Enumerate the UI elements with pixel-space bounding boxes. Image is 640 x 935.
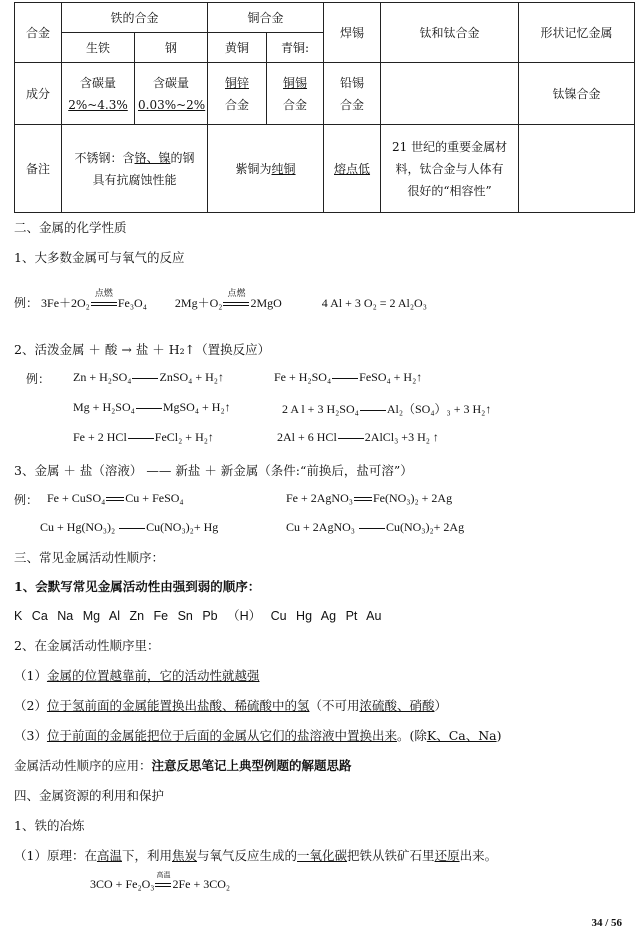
text: FeCl₂ + H₂↑ bbox=[154, 430, 214, 444]
cell-pig-iron-composition bbox=[62, 63, 135, 125]
section-2-3-heading: 3、金属 ＋ 盐（溶液） —— 新盐 ＋ 新金属（条件:“前换后，盐可溶”） bbox=[14, 463, 413, 478]
header-bronze: 青铜: bbox=[267, 33, 324, 63]
text: 高温 bbox=[156, 871, 171, 879]
text: 焦炭 bbox=[172, 848, 198, 863]
equation: 4 Al + 3 O₂ = 2 Al₂O₃ bbox=[321, 296, 427, 310]
row-label-notes: 备注 bbox=[15, 125, 62, 213]
text: 含碳量 bbox=[79, 75, 116, 90]
header-pig-iron: 生铁 bbox=[62, 33, 135, 63]
text: 高温 bbox=[96, 848, 122, 863]
cell-sma-composition: 钛镍合金 bbox=[519, 63, 635, 125]
text: ） bbox=[434, 698, 448, 713]
header-copper-alloy: 铜合金 bbox=[208, 3, 324, 33]
text: 不锈钢：含 bbox=[74, 150, 135, 165]
text: Cu(NO₃)₂+ Hg bbox=[146, 520, 219, 534]
text: 纯铜 bbox=[271, 161, 296, 176]
text: 下，利用 bbox=[121, 848, 172, 863]
text: ) bbox=[496, 728, 502, 743]
dash-sign bbox=[119, 528, 145, 529]
rule-1 bbox=[14, 666, 259, 684]
text: 例： bbox=[14, 493, 39, 507]
acid-equation bbox=[282, 400, 491, 417]
acid-equation bbox=[73, 430, 214, 445]
text bbox=[65, 147, 204, 169]
equals-sign bbox=[155, 883, 171, 887]
row-label-composition: 成分 bbox=[15, 63, 62, 125]
text: Zn + H₂SO₄ bbox=[73, 370, 132, 384]
text: 铬、镍 bbox=[134, 150, 171, 165]
text: 例： bbox=[26, 372, 51, 386]
text: Fe + CuSO₄ bbox=[47, 491, 106, 505]
section-3-2-heading: 2、在金属活动性顺序里： bbox=[14, 638, 160, 653]
text: Cu + 2AgNO₃ bbox=[286, 520, 358, 534]
section-4-title: 四、金属资源的利用和保护 bbox=[14, 788, 165, 803]
salt-equation bbox=[286, 520, 464, 535]
text: 具有抗腐蚀性能 bbox=[92, 172, 177, 187]
dash-sign bbox=[332, 378, 358, 379]
condition-arrow bbox=[90, 288, 118, 311]
equals-sign bbox=[106, 497, 124, 501]
application-note bbox=[14, 756, 352, 774]
condition-arrow bbox=[222, 288, 250, 311]
text: Fe₃O₄ bbox=[117, 296, 147, 310]
section-2-title: 二、金属的化学性质 bbox=[14, 220, 127, 235]
text: 合金 bbox=[340, 97, 365, 112]
text: 紫铜为 bbox=[235, 161, 272, 176]
dash-sign bbox=[360, 410, 386, 411]
text: （不可用 bbox=[309, 698, 360, 713]
cell-sma-notes bbox=[519, 125, 635, 213]
cell-copper-notes bbox=[208, 125, 324, 213]
section-2-2-heading: 2、活泼金属 ＋ 酸 → 盐 ＋ H₂↑（置换反应） bbox=[14, 342, 271, 357]
text: 0.03%~2% bbox=[138, 97, 206, 112]
text: K、Ca、Na bbox=[426, 728, 497, 743]
text: 合金 bbox=[225, 97, 250, 112]
dash-sign bbox=[128, 438, 154, 439]
text: ZnSO₄ + H₂↑ bbox=[159, 370, 224, 384]
text: 料，钛合金与人体有 bbox=[395, 161, 504, 176]
text: 3Fe＋2O₂ bbox=[41, 296, 90, 310]
text: 的钢 bbox=[170, 150, 195, 165]
header-shape-memory: 形状记忆金属 bbox=[519, 3, 635, 63]
acid-equation bbox=[274, 370, 422, 385]
text: 2AlCl₃ +3 H₂ ↑ bbox=[364, 430, 439, 444]
text: 注意反思笔记上典型例题的解题思路 bbox=[151, 758, 352, 773]
rule-3 bbox=[14, 726, 502, 744]
text: 点燃 bbox=[227, 288, 246, 298]
text: 位于前面的金属能把位于后面的金属从它们的盐溶液中置换出来 bbox=[46, 728, 397, 743]
text: 2MgO bbox=[250, 296, 282, 310]
cell-titanium-composition bbox=[381, 63, 519, 125]
header-alloy: 合金 bbox=[15, 3, 62, 63]
text: （2） bbox=[14, 698, 47, 713]
section-4-1-heading: 1、铁的冶炼 bbox=[14, 818, 85, 833]
text: 铜锡 bbox=[283, 75, 308, 90]
text: Fe + H₂SO₄ bbox=[274, 370, 332, 384]
section-3-title: 三、常见金属活动性顺序： bbox=[14, 550, 165, 565]
text: Al₂（SO₄）₃ + 3 H₂↑ bbox=[386, 402, 492, 416]
iron-smelting-equation bbox=[90, 871, 231, 892]
equals-sign bbox=[354, 497, 372, 501]
text: 一氧化碳 bbox=[297, 848, 348, 863]
metal-activity-series: K Ca Na Mg Al Zn Fe Sn Pb （H） Cu Hg Ag Pt Au bbox=[14, 609, 382, 623]
text: 例： bbox=[14, 296, 39, 310]
text: 。(除 bbox=[396, 728, 427, 743]
principle-text bbox=[14, 846, 497, 864]
acid-equation bbox=[73, 400, 231, 415]
text: 浓硫酸、硝酸 bbox=[359, 698, 435, 713]
acid-equation bbox=[73, 370, 224, 385]
text: （1）原理：在 bbox=[14, 848, 97, 863]
page-number: 34 / 56 bbox=[591, 917, 622, 929]
text: 2Fe + 3CO₂ bbox=[172, 877, 231, 891]
text: Cu + FeSO₄ bbox=[125, 491, 184, 505]
text: Fe(NO₃)₂ + 2Ag bbox=[372, 491, 453, 505]
text: 含碳量 bbox=[153, 75, 190, 90]
equation bbox=[174, 288, 282, 310]
dash-sign bbox=[136, 408, 162, 409]
text: 21 世纪的重要金属材 bbox=[391, 139, 508, 154]
text: 位于氢前面的金属能置换出盐酸、稀硫酸中的氢 bbox=[46, 698, 310, 713]
text: 出来。 bbox=[459, 848, 498, 863]
text: 2Al + 6 HCl bbox=[277, 430, 337, 444]
text: 铅锡 bbox=[340, 75, 365, 90]
text: Cu(NO₃)₂+ 2Ag bbox=[385, 520, 465, 534]
text: 还原 bbox=[434, 848, 460, 863]
text: 与氧气反应生成的 bbox=[197, 848, 298, 863]
section-2-1-heading: 1、大多数金属可与氧气的反应 bbox=[14, 250, 185, 265]
cell-solder-composition bbox=[324, 63, 381, 125]
cell-titanium-notes bbox=[381, 125, 519, 213]
text: 2Mg＋O₂ bbox=[174, 296, 223, 310]
text: 2%~4.3% bbox=[68, 97, 128, 112]
header-iron-alloy: 铁的合金 bbox=[62, 3, 208, 33]
text: （1） bbox=[14, 668, 47, 683]
cell-steel-composition bbox=[135, 63, 208, 125]
equation bbox=[41, 288, 147, 310]
text: 合金 bbox=[283, 97, 308, 112]
header-titanium: 钛和钛合金 bbox=[381, 3, 519, 63]
dash-sign bbox=[359, 528, 385, 529]
text: （3） bbox=[14, 728, 47, 743]
header-brass: 黄铜 bbox=[208, 33, 267, 63]
cell-iron-notes bbox=[62, 125, 208, 213]
text: 2 A l + 3 H₂SO₄ bbox=[282, 402, 359, 416]
dash-sign bbox=[338, 438, 364, 439]
text: 铜锌 bbox=[225, 75, 250, 90]
text: 点燃 bbox=[94, 288, 113, 298]
text: 金属活动性顺序的应用： bbox=[14, 758, 152, 773]
salt-equation bbox=[47, 491, 184, 506]
text: FeSO₄ + H₂↑ bbox=[359, 370, 423, 384]
oxygen-equations bbox=[14, 288, 427, 311]
text: Mg + H₂SO₄ bbox=[73, 400, 135, 414]
text: 金属的位置越靠前，它的活动性就越强 bbox=[46, 668, 260, 683]
equals-sign bbox=[223, 302, 249, 306]
rule-2 bbox=[14, 696, 447, 714]
header-solder: 焊锡 bbox=[324, 3, 381, 63]
section-3-1-heading: 1、会默写常见金属活动性由强到弱的顺序： bbox=[14, 579, 261, 594]
salt-equation bbox=[286, 491, 452, 506]
dash-sign bbox=[132, 378, 158, 379]
equals-sign bbox=[91, 302, 117, 306]
text: 把铁从铁矿石里 bbox=[347, 848, 435, 863]
cell-brass-composition bbox=[208, 63, 267, 125]
text: Fe + 2 HCl bbox=[73, 430, 127, 444]
text: MgSO₄ + H₂↑ bbox=[162, 400, 231, 414]
acid-equation bbox=[277, 430, 439, 445]
text: 3CO + Fe₂O₃ bbox=[90, 877, 155, 891]
salt-equation bbox=[40, 520, 218, 535]
cell-bronze-composition bbox=[267, 63, 324, 125]
header-steel: 钢 bbox=[135, 33, 208, 63]
text: 很好的“相容性” bbox=[407, 183, 492, 198]
condition-arrow bbox=[154, 871, 172, 892]
text: Cu + Hg(NO₃)₂ bbox=[40, 520, 119, 534]
cell-solder-notes: 熔点低 bbox=[324, 125, 381, 213]
alloy-table bbox=[14, 2, 635, 213]
text: Fe + 2AgNO₃ bbox=[286, 491, 353, 505]
